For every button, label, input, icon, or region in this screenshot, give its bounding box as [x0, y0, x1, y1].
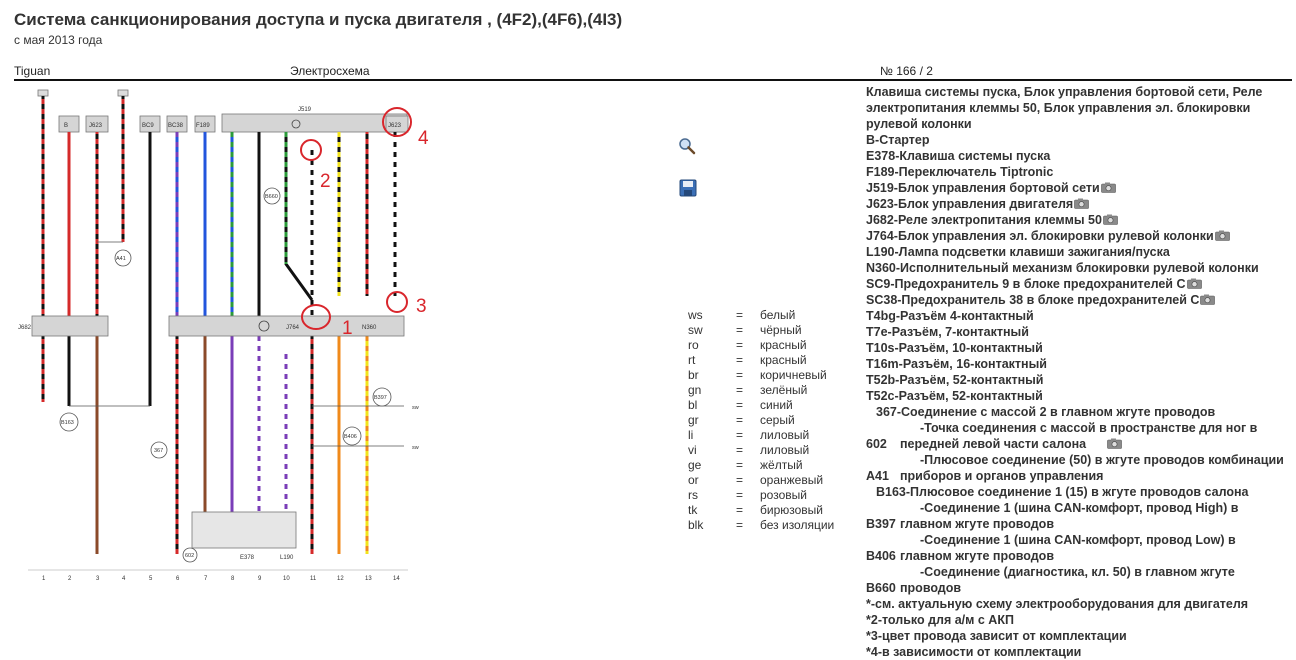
- legend-color-name: без изоляции: [760, 518, 835, 532]
- page-subtitle: с мая 2013 года: [14, 33, 103, 47]
- camera-icon[interactable]: [1087, 437, 1102, 448]
- description-text: T10s-Разъём, 10-контактный: [866, 341, 1043, 355]
- conn-label-j519: J519: [298, 107, 312, 113]
- description-code: B397: [866, 517, 896, 531]
- point-b660: B660: [265, 194, 278, 200]
- junction-points: [60, 188, 419, 562]
- legend-code: rs: [688, 488, 698, 502]
- description-item: [866, 404, 1286, 420]
- legend-equals: =: [736, 443, 744, 457]
- track-12: 12: [337, 576, 344, 582]
- description-code: B660: [866, 581, 896, 595]
- description-text: SC38-Предохранитель 38 в блоке предохранителей С: [866, 293, 1200, 307]
- camera-icon[interactable]: [1215, 229, 1230, 240]
- track-numbers: [42, 576, 400, 582]
- legend-code: ws: [688, 308, 703, 322]
- legend-row: [688, 503, 834, 518]
- description-item: [866, 308, 1286, 324]
- camera-icon[interactable]: [1200, 293, 1215, 304]
- track-1: 1: [42, 576, 46, 582]
- legend-color-name: бирюзовый: [760, 503, 823, 517]
- signal-lines: [69, 242, 404, 446]
- description-text: T4bg-Разъём 4-контактный: [866, 309, 1034, 323]
- legend-code: tk: [688, 503, 698, 517]
- legend-color-name: лиловый: [760, 428, 810, 442]
- legend-code: gr: [688, 413, 699, 427]
- track-8: 8: [231, 576, 235, 582]
- module-j764: J764: [286, 325, 300, 331]
- track-14: 14: [393, 576, 400, 582]
- legend-equals: =: [736, 488, 744, 502]
- point-367: 367: [154, 448, 164, 454]
- description-text: J519-Блок управления бортовой сети: [866, 181, 1100, 195]
- description-text: E378-Клавиша системы пуска: [866, 149, 1051, 163]
- legend-color-name: коричневый: [760, 368, 827, 382]
- legend-row: [688, 398, 834, 413]
- model-label: Tiguan: [14, 64, 51, 78]
- conn-label-f189: F189: [196, 123, 210, 129]
- save-icon[interactable]: [679, 179, 697, 202]
- track-4: 4: [122, 576, 126, 582]
- legend-row: [688, 413, 834, 428]
- annotation-4: 4: [418, 128, 429, 149]
- page-title: Система санкционирования доступа и пуска двигателя , (4F2),(4F6),(4I3): [14, 10, 623, 29]
- description-item: [866, 340, 1286, 356]
- description-text: N360-Исполнительный механизм блокировки рулевой колонки: [866, 261, 1259, 275]
- legend-code: ro: [688, 338, 699, 352]
- track-2: 2: [68, 576, 72, 582]
- legend-code: or: [688, 473, 699, 487]
- track-10: 10: [283, 576, 290, 582]
- description-item-hanging: [866, 452, 1286, 484]
- legend-equals: =: [736, 338, 744, 352]
- legend-row: [688, 308, 834, 323]
- description-note: *-см. актуальную схему электрооборудования для двигателя: [866, 597, 1249, 611]
- module-n360: N360: [362, 325, 377, 331]
- side-label-sw-2: sw: [412, 445, 419, 451]
- legend-color-name: серый: [760, 413, 795, 427]
- point-b397: B397: [374, 395, 387, 401]
- track-13: 13: [365, 576, 372, 582]
- wire-color-legend: [688, 308, 834, 533]
- description-item: [866, 276, 1286, 292]
- description-text: J764-Блок управления эл. блокировки рулевой колонки: [866, 229, 1214, 243]
- track-5: 5: [149, 576, 153, 582]
- legend-code: blk: [688, 518, 704, 532]
- point-a41: A41: [116, 256, 126, 262]
- legend-color-name: зелёный: [760, 383, 808, 397]
- legend-color-name: красный: [760, 353, 807, 367]
- description-text: J682-Реле электропитания клеммы 50: [866, 213, 1102, 227]
- legend-code: gn: [688, 383, 702, 397]
- description-b163: B163-Плюсовое соединение 1 (15) в жгуте проводов салона: [876, 485, 1249, 499]
- description-text: -Плюсовое соединение (50) в жгуте проводов комбинации приборов и органов управления: [900, 453, 1284, 483]
- description-note: *3-цвет провода зависит от комплектации: [866, 629, 1127, 643]
- description-code: A41: [866, 469, 889, 483]
- description-item-hanging: [866, 500, 1286, 532]
- legend-equals: =: [736, 428, 744, 442]
- description-text: 367-Соединение с массой 2 в главном жгуте проводов: [876, 405, 1216, 419]
- legend-code: li: [688, 428, 694, 442]
- conn-label-j623: J623: [89, 123, 103, 129]
- legend-equals: =: [736, 383, 744, 397]
- legend-equals: =: [736, 398, 744, 412]
- annotation-2: 2: [320, 171, 331, 192]
- description-item: [866, 196, 1286, 212]
- legend-color-name: оранжевый: [760, 473, 824, 487]
- description-item: [866, 356, 1286, 372]
- description-text: SC9-Предохранитель 9 в блоке предохранителей С: [866, 277, 1186, 291]
- description-text: T7e-Разъём, 7-контактный: [866, 325, 1029, 339]
- description-item: [866, 212, 1286, 228]
- legend-row: [688, 518, 834, 533]
- description-item-hanging: [866, 532, 1286, 564]
- description-item: [866, 180, 1286, 196]
- track-7: 7: [204, 576, 208, 582]
- description-item-hanging: [866, 420, 1286, 452]
- lamp-l190: L190: [280, 555, 294, 561]
- description-note: *2-только для а/м с АКП: [866, 613, 1014, 627]
- legend-row: [688, 443, 834, 458]
- camera-icon[interactable]: [1101, 181, 1116, 192]
- switch-e378: E378: [240, 555, 255, 561]
- wiring-diagram: [14, 84, 429, 594]
- description-item: [866, 324, 1286, 340]
- legend-row: [688, 323, 834, 338]
- description-item: [866, 244, 1286, 260]
- description-text: -Соединение (диагностика, кл. 50) в главном жгуте проводов: [900, 565, 1235, 595]
- annotation-numbers: [320, 128, 429, 339]
- annotation-3: 3: [416, 296, 427, 317]
- legend-code: sw: [688, 323, 703, 337]
- track-9: 9: [258, 576, 262, 582]
- legend-equals: =: [736, 473, 744, 487]
- description-code: 602: [866, 437, 887, 451]
- legend-code: ge: [688, 458, 702, 472]
- track-6: 6: [176, 576, 180, 582]
- description-item: [866, 132, 1286, 148]
- diagram-type-label: Электросхема: [290, 64, 370, 78]
- conn-label-bc9: BC9: [142, 123, 154, 129]
- legend-equals: =: [736, 353, 744, 367]
- description-text: B-Стартер: [866, 133, 930, 147]
- legend-row: [688, 353, 834, 368]
- description-text: T52c-Разъём, 52-контактный: [866, 389, 1043, 403]
- conn-label-j623b: J623: [388, 123, 402, 129]
- description-text: -Соединение 1 (шина CAN-комфорт, провод High) в главном жгуте проводов: [900, 501, 1239, 531]
- description-item: [866, 372, 1286, 388]
- description-item-hanging: [866, 564, 1286, 596]
- legend-code: bl: [688, 398, 698, 412]
- conn-label-b: B: [64, 123, 69, 129]
- description-item: [866, 164, 1286, 180]
- legend-row: [688, 473, 834, 488]
- legend-equals: =: [736, 458, 744, 472]
- description-text: J623-Блок управления двигателя: [866, 197, 1074, 211]
- description-item: [866, 388, 1286, 404]
- description-item: [866, 292, 1286, 308]
- legend-row: [688, 368, 834, 383]
- side-label-sw-1: sw: [412, 405, 419, 411]
- point-b406: B406: [344, 434, 357, 440]
- legend-row: [688, 383, 834, 398]
- annotation-1: 1: [342, 318, 353, 339]
- point-602: 602: [185, 553, 195, 559]
- conn-label-bc38: BC38: [168, 123, 184, 129]
- description-item: [866, 260, 1286, 276]
- legend-color-name: лиловый: [760, 443, 810, 457]
- component-descriptions: [866, 84, 1286, 660]
- search-icon[interactable]: [678, 137, 696, 160]
- description-text: -Точка соединения с массой в пространстве для ног в передней левой части салона: [900, 421, 1258, 451]
- description-code: B406: [866, 549, 896, 563]
- description-intro: Клавиша системы пуска, Блок управления бортовой сети, Реле электропитания клеммы 50, Блок управления эл. блокировки рулевой колонки: [866, 85, 1263, 131]
- legend-row: [688, 458, 834, 473]
- module-j682: J682: [18, 325, 32, 331]
- diagram-number: № 166 / 2: [880, 64, 933, 78]
- legend-equals: =: [736, 323, 744, 337]
- camera-icon[interactable]: [1074, 197, 1089, 208]
- legend-row: [688, 428, 834, 443]
- legend-color-name: белый: [760, 308, 796, 322]
- description-text: F189-Переключатель Tiptronic: [866, 165, 1054, 179]
- legend-code: rt: [688, 353, 696, 367]
- description-item: [866, 228, 1286, 244]
- description-text: L190-Лампа подсветки клавиши зажигания/пуска: [866, 245, 1170, 259]
- legend-equals: =: [736, 368, 744, 382]
- legend-equals: =: [736, 503, 744, 517]
- legend-row: [688, 488, 834, 503]
- legend-code: vi: [688, 443, 697, 457]
- legend-equals: =: [736, 518, 744, 532]
- legend-color-name: синий: [760, 398, 793, 412]
- top-connectors: [38, 90, 408, 132]
- legend-code: br: [688, 368, 699, 382]
- point-b163: B163: [61, 420, 74, 426]
- legend-row: [688, 338, 834, 353]
- legend-color-name: чёрный: [760, 323, 802, 337]
- description-text: T16m-Разъём, 16-контактный: [866, 357, 1047, 371]
- camera-icon[interactable]: [1103, 213, 1118, 224]
- legend-equals: =: [736, 308, 744, 322]
- legend-color-name: розовый: [760, 488, 807, 502]
- camera-icon[interactable]: [1187, 277, 1202, 288]
- description-item: [866, 148, 1286, 164]
- description-text: -Соединение 1 (шина CAN-комфорт, провод Low) в главном жгуте проводов: [900, 533, 1236, 563]
- header-divider: [14, 79, 1292, 81]
- legend-color-name: красный: [760, 338, 807, 352]
- legend-equals: =: [736, 413, 744, 427]
- legend-color-name: жёлтый: [760, 458, 803, 472]
- track-3: 3: [96, 576, 100, 582]
- track-11: 11: [310, 576, 317, 582]
- description-note: *4-в зависимости от комплектации: [866, 645, 1082, 659]
- description-text: T52b-Разъём, 52-контактный: [866, 373, 1044, 387]
